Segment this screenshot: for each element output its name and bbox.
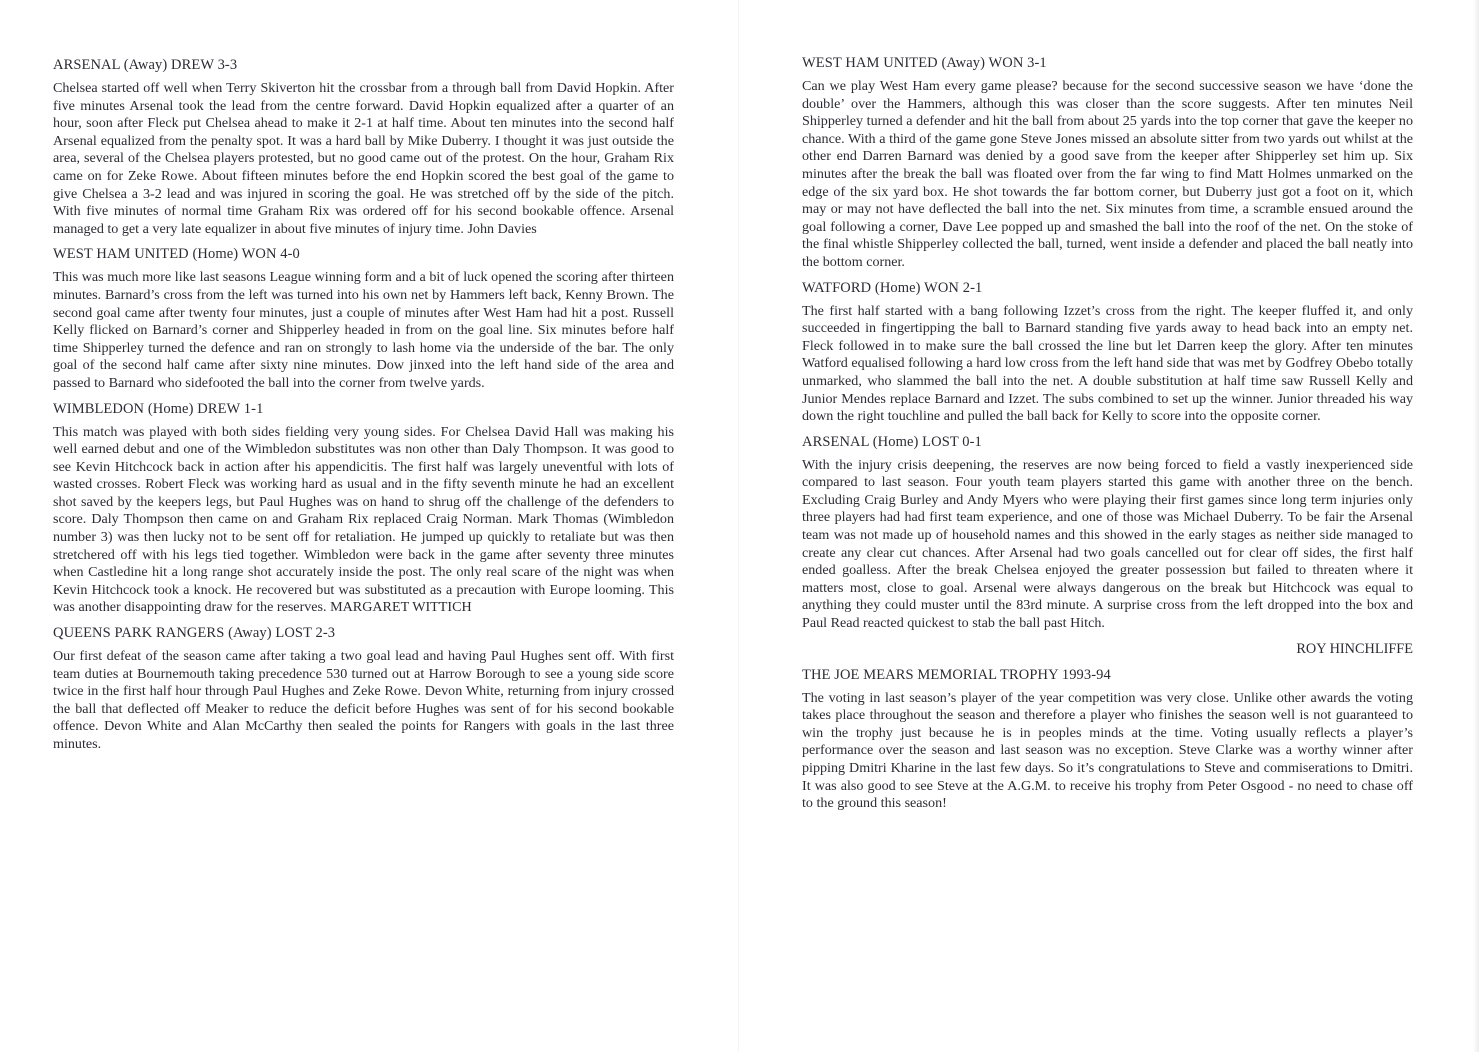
page-edge-shadow xyxy=(1473,0,1479,1052)
match-report-text: Our first defeat of the season came after taking a two goal lead and having Paul Hughes sent off. With first team duties at Bournemouth taking precedence 530 turned out at Harrow Borough to see a young side score twice in the first half hour through Paul Hughes and Zeke Rowe. Devon White, returning from injury crossed the ball that deflected off Meaker to reduce the deficit before Hughes was sent of for his second bookable offence. Devon White and Alan McCarthy then sealed the points for Rangers with goals in the last three minutes. xyxy=(53,648,674,752)
match-heading: WEST HAM UNITED (Home) WON 4-0 xyxy=(53,246,300,263)
match-report-qpr-away xyxy=(53,624,674,754)
match-report-text: The first half started with a bang following Izzet’s cross from the right. The keeper fluffed it, and only succeeded in fingertipping the ball to Barnard standing five yards away to head back into an empty net. Fleck followed in to make sure the ball crossed the line but let Darren keep the glory. After ten minutes Watford equalised following a hard low cross from the left hand side that was met by Godfrey Obebo totally unmarked, who slammed the ball into the net. A double substitution at half time saw Russell Kelly and Junior Mendes replace Barnard and Izzet. The subs combined to set up the winner. Junior threaded his way down the right touchline and pulled the ball back for Kelly to score into the opposite corner. xyxy=(802,302,1413,425)
page-fold xyxy=(738,0,739,1052)
section-text: The voting in last season’s player of the year competition was very close. Unlike other awards the voting takes place throughout the season and therefore a player who finishes the season well is not guaranteed to win the trophy just because he is in peoples minds at the time. Voting usually reflects a player’s performance over the season and last season was no exception. Steve Clarke was a worthy winner after pipping Dmitri Kharine in the last few days. So it’s congratulations to Steve and commiserations to Dmitri. It was also good to see Steve at the A.G.M. to receive his trophy from Peter Osgood - no need to chase off to the ground this season! xyxy=(802,689,1413,812)
author-signoff: ROY HINCHLIFFE xyxy=(1296,640,1413,657)
match-report-watford-home xyxy=(802,279,1413,426)
match-heading: ARSENAL (Away) DREW 3-3 xyxy=(53,57,238,73)
match-report-west-ham-home xyxy=(53,245,674,392)
match-heading: WIMBLEDON (Home) DREW 1-1 xyxy=(53,400,264,417)
right-page-column xyxy=(802,54,1413,820)
match-heading: QUEENS PARK RANGERS (Away) LOST 2-3 xyxy=(53,625,336,642)
match-heading: ARSENAL (Home) LOST 0-1 xyxy=(802,433,982,450)
match-report-text: With the injury crisis deepening, the reserves are now being forced to field a vastly inexperienced side compared to last season. Four youth team players started this game with another three on the bench. Excluding Craig Burley and Andy Myers who were playing their first games since long term injuries only three players had had first team experience, and one of those was Michael Duberry. To be fair the Arsenal team was not made up of household names and this showed in the early stages as neither side managed to create any clear cut chances. After Arsenal had two goals cancelled out for clear off sides, the first half ended goalless. After the break Chelsea enjoyed the greater possession but failed to threaten where it matters most, close to goal. Arsenal were always dangerous on the break but Hitchcock was equal to anything they could muster until the 83rd minute. A surprise cross from the left dropped into the box and Paul Read reacted quickest to stab the ball past Hitch. xyxy=(802,456,1413,632)
match-report-wimbledon-home xyxy=(53,400,674,618)
match-report-arsenal-home xyxy=(802,433,1413,658)
match-heading: WATFORD (Home) WON 2-1 xyxy=(802,279,983,296)
match-report-text: This was much more like last seasons League winning form and a bit of luck opened the scoring after thirteen minutes. Barnard’s cross from the left was turned into his own net by Hammers left back, Kenny Brown. The second goal came after twenty four minutes, just a couple of minutes after West Ham had hit a post. Russell Kelly flicked on Barnard’s corner and Shipperley headed in from on the goal line. Six minutes before half time Shipperley turned the defence and ran on strongly to lash home via the underside of the bar. The only goal of the second half came after sixty nine minutes. Dow jinxed into the left hand side of the area and passed to Barnard who sidefooted the ball into the corner from twelve yards. xyxy=(53,269,674,391)
left-page-column xyxy=(53,56,674,761)
match-report-arsenal-away xyxy=(53,56,674,238)
match-report-text: Chelsea started off well when Terry Skiverton hit the crossbar from a through ball from David Hopkin. After five minutes Arsenal took the lead from the centre forward. David Hopkin equalized after a quarter of an hour, soon after Fleck put Chelsea ahead to make it 2-1 at half time. About ten minutes into the second half Arsenal equalized from the penalty spot. It was a hard ball by Mike Duberry. I thought it was just outside the area, several of the Chelsea players protested, but no good came out of the protest. On the hour, Graham Rix came on for Zeke Rowe. About fifteen minutes before the end Hopkin scored the best goal of the game to give Chelsea a 3-2 lead and was injured in scoring the goal. He was stretched off by the side of the pitch. With five minutes of normal time Graham Rix was ordered off for his second bookable offence. Arsenal managed to get a very late equalizer in about five minutes of injury time. John Davies xyxy=(53,80,674,237)
section-heading: THE JOE MEARS MEMORIAL TROPHY 1993-94 xyxy=(802,666,1111,683)
match-heading: WEST HAM UNITED (Away) WON 3-1 xyxy=(802,55,1047,71)
joe-mears-trophy-section xyxy=(802,666,1413,813)
match-report-text: Can we play West Ham every game please? because for the second successive season we have ‘done the double’ over the Hammers, although this was closer than the score suggests. After ten minutes Neil Shipperley turned a defender and hit the ball from about 25 yards into the top corner that gave the keeper no chance. With a third of the game gone Steve Jones missed an absolute sitter from two yards out whilst at the other end Darren Barnard was denied by a good save from the keeper after Shipperley set him up. Six minutes after the break the ball was floated over from the far wing to find Matt Holmes unmarked on the edge of the six yard box. He shot towards the far bottom corner, but Duberry just got a foot on it, which may or may not have deflected the ball into the net. Six minutes from time, a scramble ensued around the goal following a corner, Dave Lee popped up and smashed the ball into the roof of the net. On the stoke of the final whistle Shipperley collected the ball, turned, went inside a defender and placed the ball neatly into the bottom corner. xyxy=(802,78,1413,270)
match-report-west-ham-away xyxy=(802,54,1413,272)
match-report-text: This match was played with both sides fielding very young sides. For Chelsea David Hall was making his well earned debut and one of the Wimbledon substitutes was non other than Daly Thompson. It was good to see Kevin Hitchcock back in action after his appendicitis. The first half was largely uneventful with lots of wasted crosses. Robert Fleck was working hard as usual and in the fifty seventh minute he had an excellent shot saved by the keepers legs, but Paul Hughes was on hand to shrug off the challenge of the defenders to score. Daly Thompson then came on and Graham Rix replaced Craig Norman. Mark Thomas (Wimbledon number 3) was then lucky not to be sent off for retaliation. He jumped up quickly to retaliate but was then stretchered off with his legs tied together. Wimbledon were back in the game after seventy three minutes when Castledine hit a long range shot accurately inside the post. The only real scare of the night was when Kevin Hitchcock took a knock. He recovered but was substituted as a precaution with Europe looming. This was another disappointing draw for the reserves. MARGARET WITTICH xyxy=(53,423,674,616)
